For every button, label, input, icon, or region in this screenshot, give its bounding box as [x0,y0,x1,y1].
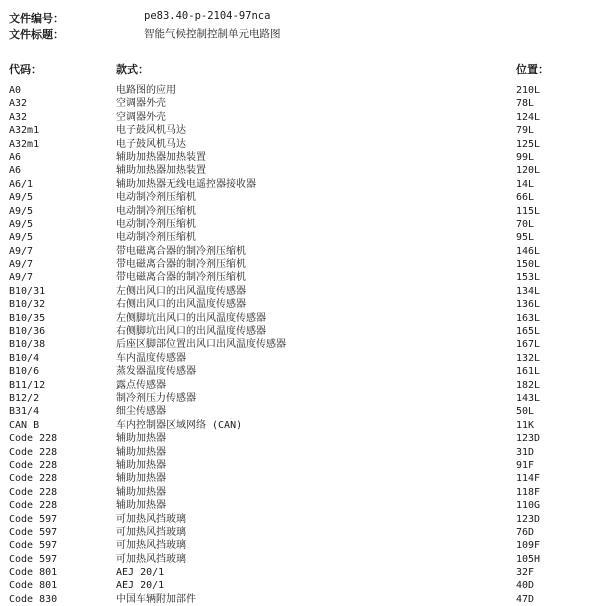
table-row [9,446,599,459]
table-row [9,432,599,445]
table-row [9,566,599,579]
row-code: A6 [9,165,22,177]
table-row [9,97,599,110]
row-location: 163L [516,312,541,324]
table-row [9,218,599,231]
row-code: Code 597 [9,526,58,538]
row-style: 辅助加热器加热装置 [116,165,206,177]
document-title-value: 智能气候控制控制单元电路图 [144,28,281,40]
table-row [9,138,599,151]
row-style: 电子鼓风机马达 [116,125,186,137]
row-code: Code 830 [9,593,58,605]
row-code: A9/7 [9,259,34,271]
table-row [9,205,599,218]
table-row [9,499,599,512]
row-code: B10/38 [9,339,46,351]
row-style: AEJ 20/1 [116,580,165,592]
row-location: 11K [516,419,535,431]
table-header [9,61,599,75]
row-code: A9/5 [9,192,34,204]
row-location: 115L [516,205,541,217]
row-style: 制冷剂压力传感器 [116,392,196,404]
document-number-label: 文件编号： [9,12,64,25]
row-style: 电动制冷剂压缩机 [116,232,196,244]
table-row [9,325,599,338]
row-style: 辅助加热器 [116,459,166,471]
table-row [9,271,599,284]
table-row [9,338,599,351]
row-style: AEJ 20/1 [116,567,165,579]
row-code: Code 228 [9,473,58,485]
row-style: 带电磁离合器的制冷剂压缩机 [116,272,246,284]
row-code: B10/36 [9,326,46,338]
row-location: 182L [516,379,541,391]
row-location: 134L [516,285,541,297]
header-location: 位置： [516,63,549,76]
table-row [9,124,599,137]
row-location: 123D [516,513,541,525]
row-code: A0 [9,85,22,96]
table-row [9,472,599,485]
row-style: 中国车辆附加部件 [116,593,196,605]
table-row [9,178,599,191]
row-style: 可加热风挡玻璃 [116,553,186,565]
table-row [9,191,599,204]
row-style: 辅助加热器无线电遥控器接收器 [116,178,256,190]
row-code: Code 228 [9,500,58,512]
table-row [9,459,599,472]
row-location: 78L [516,98,535,110]
row-style: 电子鼓风机马达 [116,138,186,150]
table-row [9,365,599,378]
table-row [9,312,599,325]
row-code: A9/5 [9,205,34,217]
row-style: 可加热风挡玻璃 [116,513,186,525]
row-location: 153L [516,272,541,284]
row-style: 辅助加热器 [116,500,166,512]
row-style: 可加热风挡玻璃 [116,540,186,552]
row-location: 124L [516,111,541,123]
row-location: 79L [516,125,535,137]
row-code: A9/5 [9,218,34,230]
row-location: 70L [516,218,535,230]
row-style: 带电磁离合器的制冷剂压缩机 [116,245,246,257]
row-style: 左侧出风口的出风温度传感器 [116,285,246,297]
table-row [9,245,599,258]
row-style: 右侧脚坑出风口的出风温度传感器 [116,326,266,338]
row-style: 辅助加热器加热装置 [116,151,206,163]
row-location: 50L [516,406,535,418]
table-row [9,352,599,365]
row-style: 辅助加热器 [116,486,166,498]
row-style: 蒸发器温度传感器 [116,366,196,378]
row-code: CAN B [9,419,40,431]
table-row [9,392,599,405]
table-row [9,553,599,566]
header-style: 款式： [116,63,149,76]
row-code: A32 [9,98,28,110]
row-code: Code 801 [9,580,58,592]
row-code: A6 [9,151,22,163]
row-location: 95L [516,232,535,244]
row-style: 电路图的应用 [116,85,176,96]
row-location: 31D [516,446,535,458]
row-location: 109F [516,540,541,552]
row-code: Code 597 [9,513,58,525]
row-location: 110G [516,500,541,512]
row-code: Code 597 [9,553,58,565]
row-location: 161L [516,366,541,378]
table-row [9,593,599,606]
row-code: Code 597 [9,540,58,552]
row-location: 118F [516,486,541,498]
row-location: 136L [516,299,541,311]
row-code: B10/6 [9,366,40,378]
row-style: 车内控制器区域网络 (CAN) [116,419,243,431]
table-row [9,539,599,552]
row-code: Code 228 [9,433,58,445]
row-style: 电动制冷剂压缩机 [116,205,196,217]
row-style: 后座区脚部位置出风口出风温度传感器 [116,339,286,351]
table-row [9,285,599,298]
row-code: A6/1 [9,178,34,190]
row-style: 右侧出风口的出风温度传感器 [116,299,246,311]
table-row [9,526,599,539]
row-style: 空调器外壳 [116,98,166,110]
table-row [9,579,599,592]
row-code: Code 801 [9,567,58,579]
table-row [9,298,599,311]
row-code: Code 228 [9,459,58,471]
table-row [9,405,599,418]
row-location: 132L [516,352,541,364]
row-style: 辅助加热器 [116,446,166,458]
row-code: A9/7 [9,272,34,284]
row-code: B31/4 [9,406,40,418]
table-row [9,419,599,432]
row-location: 167L [516,339,541,351]
row-style: 露点传感器 [116,379,166,391]
row-code: A9/7 [9,245,34,257]
row-code: B10/31 [9,285,46,297]
row-code: A32 [9,111,28,123]
header-code: 代码： [9,63,42,76]
row-style: 可加热风挡玻璃 [116,526,186,538]
row-code: B12/2 [9,392,40,404]
row-location: 14L [516,178,535,190]
row-code: Code 228 [9,486,58,498]
row-style: 辅助加热器 [116,433,166,445]
row-code: B10/35 [9,312,46,324]
row-code: A32m1 [9,138,40,150]
row-code: B10/4 [9,352,40,364]
table-row [9,164,599,177]
row-code: Code 228 [9,446,58,458]
document-number-value: pe83.40-p-2104-97nca [144,10,271,22]
row-style: 空调器外壳 [116,111,166,123]
component-table [9,84,599,606]
row-location: 210L [516,85,541,96]
row-style: 车内温度传感器 [116,352,186,364]
row-code: A9/5 [9,232,34,244]
row-style: 左侧脚坑出风口的出风温度传感器 [116,312,266,324]
row-style: 细尘传感器 [116,406,166,418]
row-location: 120L [516,165,541,177]
table-row [9,231,599,244]
table-row [9,513,599,526]
row-location: 32F [516,567,535,579]
row-location: 125L [516,138,541,150]
row-location: 76D [516,526,535,538]
table-row [9,151,599,164]
row-location: 114F [516,473,541,485]
row-style: 电动制冷剂压缩机 [116,192,196,204]
row-location: 66L [516,192,535,204]
table-row [9,111,599,124]
row-location: 99L [516,151,535,163]
row-location: 40D [516,580,535,592]
row-code: B11/12 [9,379,46,391]
row-style: 电动制冷剂压缩机 [116,218,196,230]
row-location: 146L [516,245,541,257]
row-location: 143L [516,392,541,404]
table-row [9,379,599,392]
row-location: 47D [516,593,535,605]
document-title-label: 文件标题： [9,28,64,41]
row-style: 带电磁离合器的制冷剂压缩机 [116,259,246,271]
row-code: B10/32 [9,299,46,311]
row-location: 165L [516,326,541,338]
row-location: 105H [516,553,541,565]
row-location: 150L [516,259,541,271]
row-location: 123D [516,433,541,445]
row-style: 辅助加热器 [116,473,166,485]
row-code: A32m1 [9,125,40,137]
row-location: 91F [516,459,535,471]
table-row [9,258,599,271]
table-row [9,486,599,499]
table-row [9,84,599,97]
